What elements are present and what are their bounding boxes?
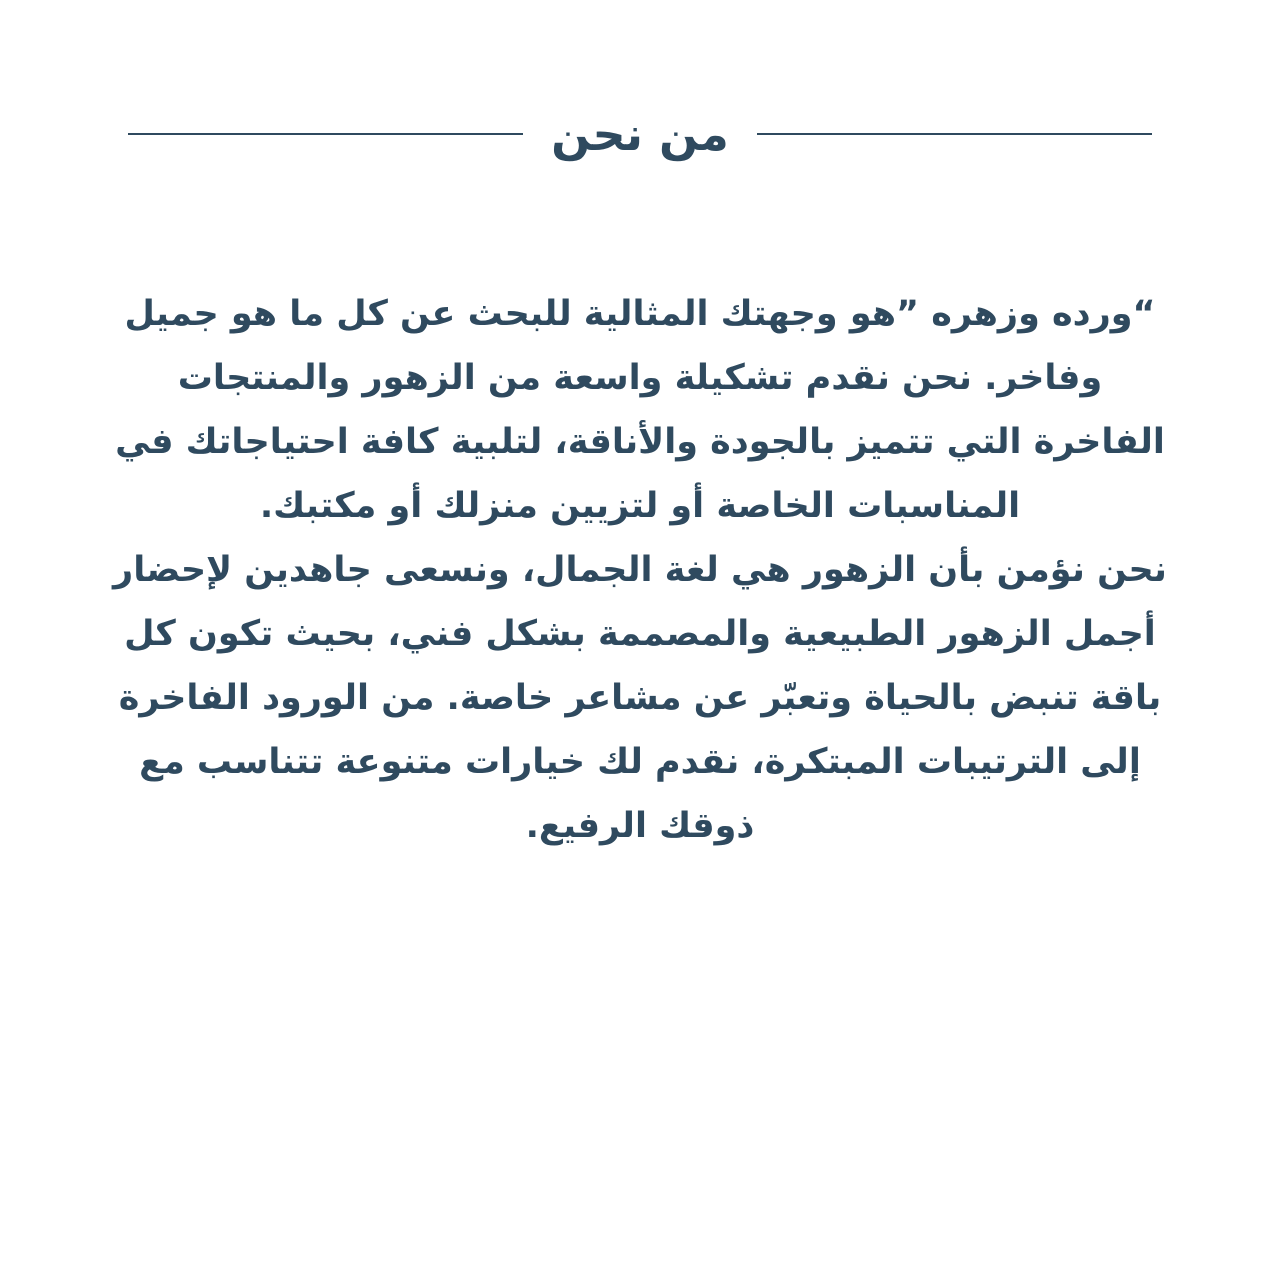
page-title: من نحن — [551, 107, 729, 161]
about-paragraph-belief: نحن نؤمن بأن الزهور هي لغة الجمال، ونسعى جاهدين لإحضار أجمل الزهور الطبيعية والمصممة بشكل فني، بحيث تكون كل باقة تنبض بالحياة وتعبّر عن مشاعر خاصة. من الورود الفاخرة إلى الترتيبات المبتكرة، نقدم لك خيارات متنوعة تتناسب مع ذوقك الرفيع. — [113, 550, 1167, 846]
header-divider-left — [128, 133, 523, 135]
about-content — [110, 282, 1170, 858]
section-header — [128, 104, 1152, 164]
header-divider-right — [757, 133, 1152, 135]
about-paragraph-intro: “ورده وزهره ”هو وجهتك المثالية للبحث عن كل ما هو جميل وفاخر. نحن نقدم تشكيلة واسعة من الزهور والمنتجات الفاخرة التي تتميز بالجودة والأناقة، لتلبية كافة احتياجاتك في المناسبات الخاصة أو لتزيين منزلك أو مكتبك. — [115, 294, 1165, 526]
